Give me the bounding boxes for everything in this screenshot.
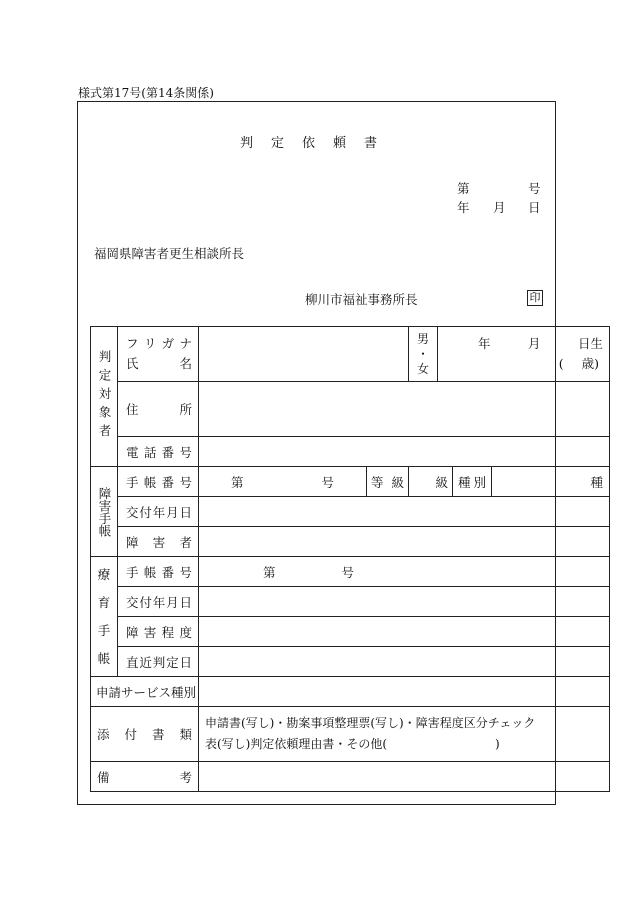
doc-number-label: 第: [457, 181, 470, 196]
title-char: 判: [240, 136, 254, 151]
book-no-prefix: 第: [231, 474, 244, 490]
addressee: 福岡県障害者更生相談所長: [94, 246, 245, 261]
remarks-label-cell: [91, 762, 199, 792]
book-number-field[interactable]: [199, 467, 367, 497]
ryoiku-issue-label-cell: [118, 587, 199, 617]
phone-label: 電 話 番 号: [126, 444, 192, 460]
attachments-text: 申請書(写し)・勘案事項整理票(写し)・障害程度区分チェック 表(写し)判定依頼理由書・その他( ): [199, 711, 609, 757]
birth-month-label: 月: [527, 336, 541, 351]
sex-cell[interactable]: [409, 327, 438, 382]
issue-date-field[interactable]: [199, 497, 610, 527]
latest-field[interactable]: [199, 647, 610, 677]
latest-label-cell: [118, 647, 199, 677]
table-row: [91, 382, 610, 437]
seal-box: 印: [527, 290, 543, 306]
service-label-cell: [91, 677, 199, 707]
birth-day-label: 日生: [577, 336, 603, 351]
latest-label: 直 近 判 定 日: [126, 654, 192, 670]
table-row: [91, 327, 610, 382]
attachments-field[interactable]: [199, 707, 610, 762]
grade-field[interactable]: [409, 467, 453, 497]
disability-label: 障 害 者: [126, 534, 192, 550]
remarks-field[interactable]: [199, 762, 610, 792]
date-month: 月: [493, 200, 506, 215]
title-char: 定: [271, 136, 285, 151]
ryoiku-group-label: 療 育 手 帳: [97, 566, 111, 666]
title-char: 依: [302, 136, 316, 151]
type-label-cell: [453, 467, 492, 497]
name-field[interactable]: [199, 327, 409, 382]
disability-label-cell: [118, 527, 199, 557]
ryoiku-issue-field[interactable]: [199, 587, 610, 617]
type-label: 種 別: [458, 474, 486, 490]
service-field[interactable]: [199, 677, 610, 707]
age-open: (: [558, 356, 564, 371]
ryoiku-number-label: 手 帳 番 号: [126, 564, 192, 580]
table-row: [91, 707, 610, 762]
ryoiku-group-cell: [91, 557, 118, 677]
table-row: [91, 762, 610, 792]
address-field[interactable]: [199, 382, 610, 437]
grade-label: 等 級: [371, 474, 404, 490]
address-label-cell: [118, 382, 199, 437]
service-label: 申請サービス種別: [96, 684, 197, 700]
ryoiku-number-label-cell: [118, 557, 199, 587]
table-row: [91, 527, 610, 557]
phone-label-cell: [118, 437, 199, 467]
birth-year-label: 年: [478, 336, 491, 351]
table-row: [91, 647, 610, 677]
title-char: 書: [364, 136, 378, 151]
ryoiku-no-prefix: 第: [263, 564, 276, 580]
furigana-label: フ リ ガ ナ: [126, 336, 192, 351]
form-reference: 様式第17号(第14条関係): [78, 86, 214, 100]
attachments-label-cell: [91, 707, 199, 762]
table-row: [91, 587, 610, 617]
table-row: [91, 557, 610, 587]
doc-number-suffix: 号: [528, 181, 541, 196]
degree-label-cell: [118, 617, 199, 647]
remarks-label: 備 考: [97, 769, 192, 785]
ryoiku-number-field[interactable]: [199, 557, 610, 587]
grade-label-cell: [367, 467, 409, 497]
degree-field[interactable]: [199, 617, 610, 647]
subject-group-label: 判定対象者: [97, 350, 112, 443]
type-field[interactable]: [492, 467, 610, 497]
ryoiku-no-suffix: 号: [341, 564, 355, 580]
type-suffix: 種: [590, 474, 603, 490]
other-input-space[interactable]: [387, 734, 495, 755]
address-label: 住 所: [126, 402, 192, 417]
ryoiku-issue-label: 交 付 年 月 日: [126, 594, 192, 610]
table-row: [91, 617, 610, 647]
phone-field[interactable]: [199, 437, 610, 467]
form-title: [240, 132, 395, 151]
birth-date-field[interactable]: [438, 327, 610, 382]
subject-group-cell: [91, 327, 118, 467]
table-row: [91, 467, 610, 497]
table-row: [91, 437, 610, 467]
book-number-label-cell: [118, 467, 199, 497]
name-label: 氏 名: [126, 356, 192, 371]
date-day: 日: [528, 200, 541, 215]
issue-date-label-cell: [118, 497, 199, 527]
book-number-label: 手 帳 番 号: [126, 474, 192, 490]
title-char: 頼: [333, 136, 347, 151]
name-label-cell: [118, 327, 199, 382]
age-close: 歳): [581, 356, 599, 371]
request-table: [90, 326, 610, 792]
grade-suffix: 級: [435, 474, 448, 490]
disability-field[interactable]: [199, 527, 610, 557]
table-row: [91, 497, 610, 527]
disability-book-group-cell: [91, 467, 118, 557]
attachments-label: 添 付 書 類: [97, 727, 192, 742]
sex-selector[interactable]: 男 ・ 女: [416, 331, 429, 376]
date-year: 年: [457, 200, 470, 215]
book-no-suffix: 号: [321, 474, 334, 490]
table-row: [91, 677, 610, 707]
disability-book-group-label: 障害手帳: [97, 486, 112, 537]
issue-date-label: 交 付 年 月 日: [126, 504, 192, 520]
sender: 柳川市福祉事務所長: [305, 292, 418, 307]
degree-label: 障 害 程 度: [126, 624, 192, 640]
